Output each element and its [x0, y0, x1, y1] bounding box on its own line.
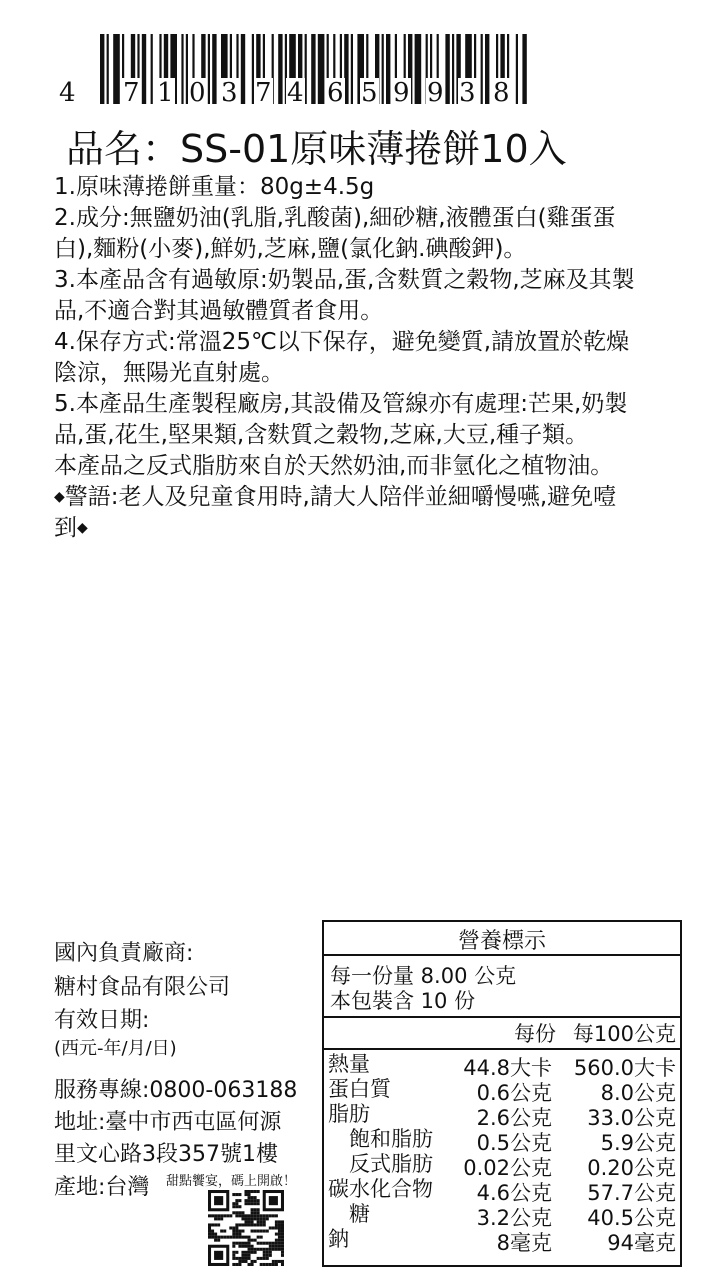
barcode-digit: 8 [493, 78, 510, 108]
barcode-digit: 4 [287, 78, 304, 108]
divider [324, 1048, 680, 1050]
warning-text-end: 到 [54, 515, 77, 541]
label-line: 品,蛋,花生,堅果類,含麩質之穀物,芝麻,大豆,種子類。 [54, 422, 589, 448]
warning-text: 警語:老人及兒童食用時,請大人陪伴並細嚼慢嚥,避免噎 [64, 484, 617, 510]
label-line: 白),麵粉(小麥),鮮奶,芝麻,鹽(氯化鈉.碘酸鉀)。 [54, 236, 527, 262]
barcode-digit: 6 [327, 78, 344, 108]
per-serving-value: 8毫克 [496, 1231, 552, 1255]
per-serving-value: 2.6公克 [476, 1106, 552, 1130]
qr-code[interactable] [208, 1190, 284, 1266]
barcode-digit: 0 [189, 78, 206, 108]
barcode-digit: 7 [255, 78, 272, 108]
per-100g-value: 560.0大卡 [573, 1056, 676, 1080]
nutrition-table [322, 920, 682, 1267]
service-hotline: 服務專線:0800-063188 [54, 1078, 298, 1103]
col-per-serving: 每份 [514, 1022, 556, 1046]
label-line: 4.保存方式:常溫25℃以下保存，避免變質,請放置於乾燥 [54, 329, 630, 355]
nutrient-name: 飽和脂肪 [328, 1127, 433, 1151]
per-100g-value: 5.9公克 [600, 1131, 676, 1155]
origin: 產地:台灣 [54, 1175, 150, 1200]
per-100g-value: 57.7公克 [587, 1181, 676, 1205]
barcode-digit: 9 [427, 78, 444, 108]
label-line: 3.本產品含有過敏原:奶製品,蛋,含麩質之穀物,芝麻及其製 [54, 267, 635, 293]
per-100g-value: 8.0公克 [600, 1081, 676, 1105]
label-body [54, 172, 684, 544]
per-100g-value: 94毫克 [607, 1231, 676, 1255]
per-100g-value: 0.20公克 [587, 1156, 676, 1180]
nutrient-name: 鈉 [328, 1227, 349, 1251]
col-per-100g: 每100公克 [572, 1022, 676, 1046]
expiry-format: (西元-年/月/日) [54, 1038, 177, 1059]
label-line: 2.成分:無鹽奶油(乳脂,乳酸菌),細砂糖,液體蛋白(雞蛋蛋 [54, 205, 616, 231]
servings-per-pack: 本包裝含 10 份 [330, 989, 476, 1013]
diamond-icon: ◆ [77, 520, 88, 536]
warning-line [54, 482, 684, 513]
nutrient-name: 糖 [328, 1202, 370, 1226]
nutrient-name: 蛋白質 [328, 1077, 391, 1101]
label-line: 1.原味薄捲餅重量：80g±4.5g [54, 174, 375, 200]
nutrition-title: 營養標示 [457, 929, 546, 954]
diamond-icon: ◆ [54, 489, 65, 505]
barcode-digit: 4 [59, 78, 76, 108]
label-line: 陰涼，無陽光直射處。 [54, 360, 284, 386]
barcode-digit: 3 [221, 78, 238, 108]
label-line: 品,不適合對其過敏體質者食用。 [54, 298, 384, 324]
nutrient-name: 反式脂肪 [328, 1152, 433, 1176]
per-100g-value: 33.0公克 [587, 1106, 676, 1130]
address-line: 地址:臺中市西屯區何源 [54, 1110, 282, 1135]
nutrient-name: 碳水化合物 [328, 1177, 433, 1201]
nutrient-name: 熱量 [328, 1052, 370, 1076]
maker-label: 國內負責廠商: [54, 941, 194, 966]
per-100g-value: 40.5公克 [587, 1206, 676, 1230]
barcode-digit: 9 [393, 78, 410, 108]
divider [324, 954, 680, 956]
warning-line [54, 513, 684, 544]
per-serving-value: 3.2公克 [476, 1206, 552, 1230]
per-serving-value: 0.6公克 [476, 1081, 552, 1105]
per-serving-value: 0.5公克 [476, 1131, 552, 1155]
per-serving-value: 4.6公克 [476, 1181, 552, 1205]
address-line: 里文心路3段357號1樓 [54, 1142, 278, 1167]
scan-note: 甜點饗宴，碼上開啟！ [166, 1174, 297, 1189]
nutrient-name: 脂肪 [328, 1102, 370, 1126]
barcode-digit: 1 [157, 78, 174, 108]
product-title: 品名：SS-01原味薄捲餅10入 [66, 127, 567, 171]
column-header-row [324, 1018, 680, 1046]
barcode-digit: 7 [123, 78, 140, 108]
serving-size: 每一份量 8.00 公克 [330, 964, 517, 988]
label-line: 5.本產品生產製程廠房,其設備及管線亦有處理:芒果,奶製 [54, 391, 628, 417]
per-serving-value: 0.02公克 [463, 1156, 552, 1180]
per-serving-value: 44.8大卡 [463, 1056, 552, 1080]
barcode-digit: 5 [361, 78, 378, 108]
label-line: 本產品之反式脂肪來自於天然奶油,而非氫化之植物油。 [54, 453, 614, 479]
barcode-digit: 3 [459, 78, 476, 108]
expiry-label: 有效日期: [54, 1008, 150, 1033]
maker-name: 糖村食品有限公司 [54, 975, 231, 1000]
